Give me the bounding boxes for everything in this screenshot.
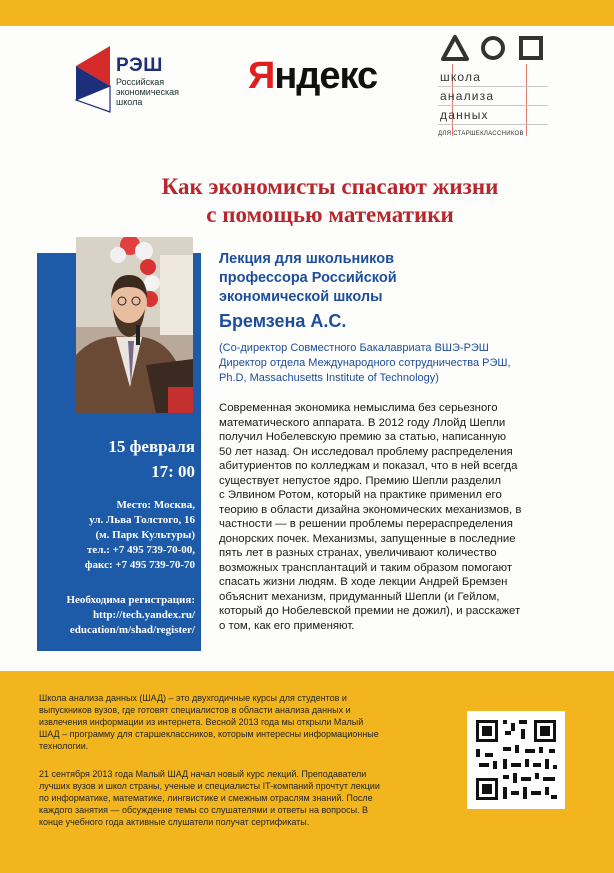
lecture-heading: Лекция для школьников профессора Российской экономической школы [219,251,397,305]
shad-logo: школа анализа данных ДЛЯ СТАРШЕКЛАССНИКОВ [438,68,548,137]
registration-link[interactable]: education/m/shad/register/ [69,624,195,636]
registration-link[interactable]: http://tech.yandex.ru/ [92,609,195,621]
yandex-logo: Яндекс [248,55,378,97]
qr-code-icon[interactable] [467,711,565,809]
lecturer-photo [76,237,193,413]
registration-info: Необходима регистрация: http://tech.yandex.ru/ education/m/shad/register/ [40,593,195,638]
school-info [39,692,439,844]
nes-subtitle: Российская экономическая школа [116,77,180,107]
event-place: Место: Москва, ул. Льва Толстого, 16 (м. Парк Культуры) тел.: +7 495 739-70-00, факс: +7 495 739-70-70 [84,499,195,571]
top-band [0,0,614,26]
nes-name: РЭШ [116,55,163,76]
info-paragraph: 21 сентября 2013 года Малый ШАД начал новый курс лекций. Преподаватели лучших вузов и школ страны, ученые и специалисты IT-компаний прочтут лекции по информатике, математике, лингвистике и смежным отраслям знаний. После каждого занятия — обсуждение темы со слушателями и ответы на вопросы. В конце учебного года активные слушатели получат сертификаты. [39,769,380,827]
poster-title: Как экономисты спасают жизни с помощью математики [161,174,499,227]
shad-shapes-icon [441,34,545,62]
info-paragraph: Школа анализа данных (ШАД) – это двухгодичные курсы для студентов и выпускников вузов, где готовят специалистов в области анализа данных и извлечения информации из интернета. Весной 2013 года мы открыли Малый ШАД – программу для старшеклассников, которым интересны информационные технологии. [39,693,379,751]
lecturer-position: (Со-директор Совместного Бакалавриата ВШЭ-РЭШ Директор отдела Международного сотрудничества РЭШ, Ph.D, Massachusetts Institute of Technology) [219,342,511,384]
event-date: 15 февраля 17: 00 [108,437,195,481]
lecture-description: Современная экономика немыслима без серьезного математического аппарата. В 2012 году Ллойд Шепли получил Нобелевскую премию за статью, написанную 50 лет назад. Он исследовал проблему распределения абитуриентов по колледжам и показал, что в ней всегда существует непустое ядро. Премию Шепли разделил с Элвином Ротом, который на практике применил его теорию в области дизайна экономических механизмов, в частности — в решении проблемы перераспределения донорских почек. Механизмы, запущенные в последние пять лет в разных странах, увеличивают количество возможных трансплантаций и таким образом помогают спасать жизни людям. В ходе лекции Андрей Бремзен объяснит механизм, придуманный Шепли (и Гейлом, который до Нобелевской премии не дожил), и расскажет о том, как его применяют. [219,402,522,632]
lecturer-name: Бремзена А.С. [219,311,347,331]
